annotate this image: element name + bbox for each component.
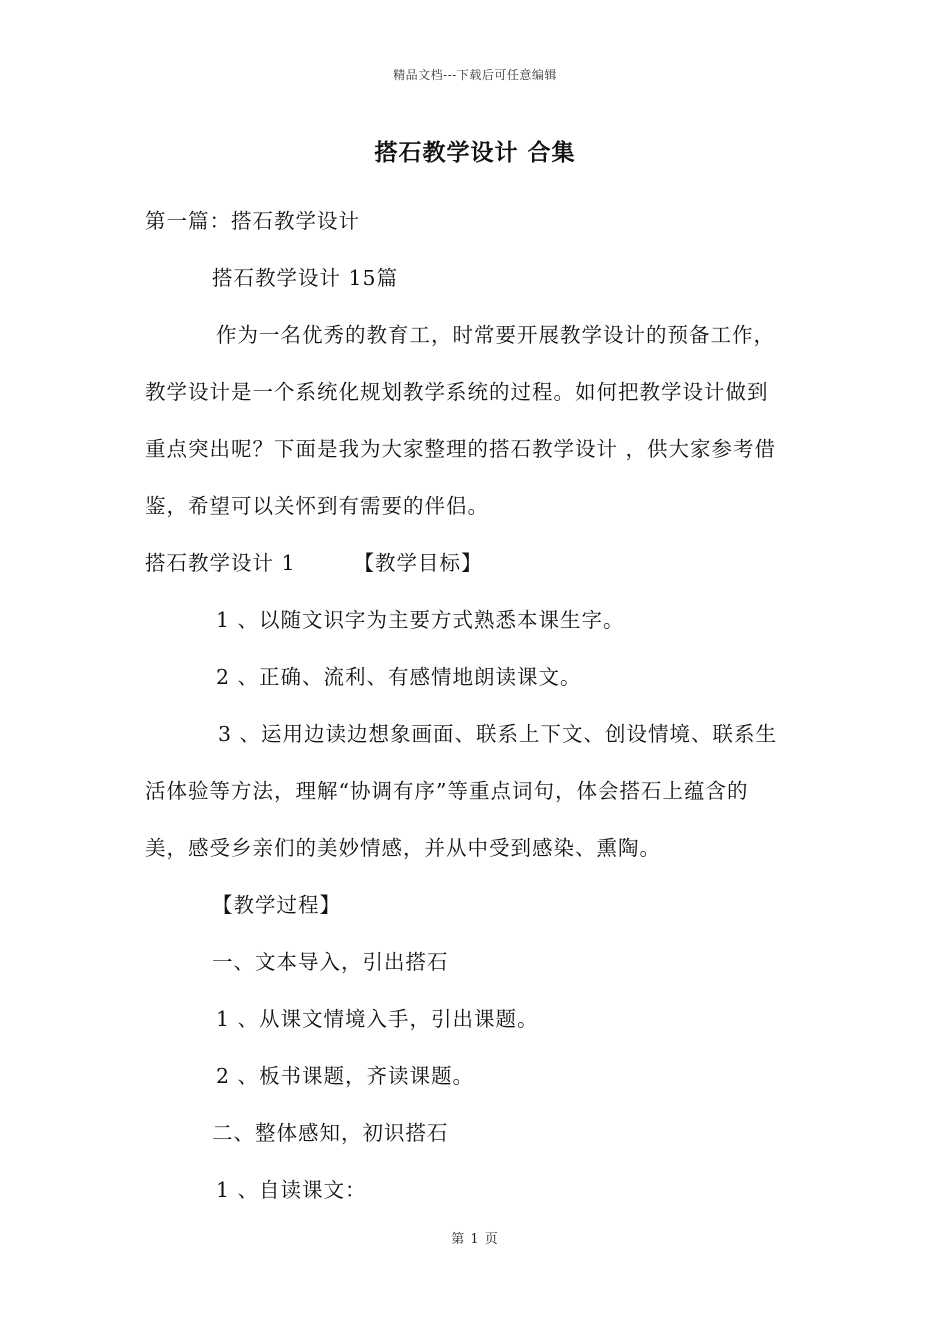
design-heading-row bbox=[145, 548, 810, 578]
process-heading: 【教学过程】 bbox=[212, 893, 341, 917]
objectives-heading: 【教学目标】 bbox=[353, 551, 483, 575]
page-header: 精品文档---下载后可任意编辑 bbox=[393, 68, 557, 82]
objective-item: 3 、运用边读边想象画面、联系上下文、创设情境、联系生 bbox=[218, 722, 778, 746]
step-item: 1 、自读课文： bbox=[216, 1178, 367, 1202]
objective-item: 1 、以随文识字为主要方式熟悉本课生字。 bbox=[216, 608, 625, 632]
paragraph-line: 美，感受乡亲们的美妙情感，并从中受到感染、熏陶。 bbox=[145, 836, 661, 860]
paragraph-line: 作为一名优秀的教育工，时常要开展教学设计的预备工作， bbox=[216, 323, 775, 347]
document-title: 搭石教学设计 合集 bbox=[374, 139, 576, 166]
page-number: 第 1 页 bbox=[451, 1232, 499, 1247]
design-heading: 搭石教学设计 1 bbox=[145, 551, 296, 575]
step-heading: 二、整体感知，初识搭石 bbox=[212, 1121, 449, 1145]
subtitle: 搭石教学设计 15篇 bbox=[212, 266, 399, 290]
step-item: 1 、从课文情境入手，引出课题。 bbox=[216, 1007, 539, 1031]
step-item: 2 、板书课题，齐读课题。 bbox=[216, 1064, 475, 1088]
paragraph-line: 教学设计是一个系统化规划教学系统的过程。如何把教学设计做到 bbox=[145, 380, 769, 404]
objective-item: 2 、正确、流利、有感情地朗读课文。 bbox=[216, 665, 582, 689]
step-heading: 一、文本导入，引出搭石 bbox=[212, 950, 449, 974]
paragraph-line: 活体验等方法，理解“协调有序”等重点词句，体会搭石上蕴含的 bbox=[145, 779, 749, 803]
section-heading: 第一篇：搭石教学设计 bbox=[145, 209, 360, 233]
paragraph-line: 鉴，希望可以关怀到有需要的伴侣。 bbox=[145, 494, 489, 518]
paragraph-line: 重点突出呢？下面是我为大家整理的搭石教学设计 ，供大家参考借 bbox=[145, 437, 777, 461]
